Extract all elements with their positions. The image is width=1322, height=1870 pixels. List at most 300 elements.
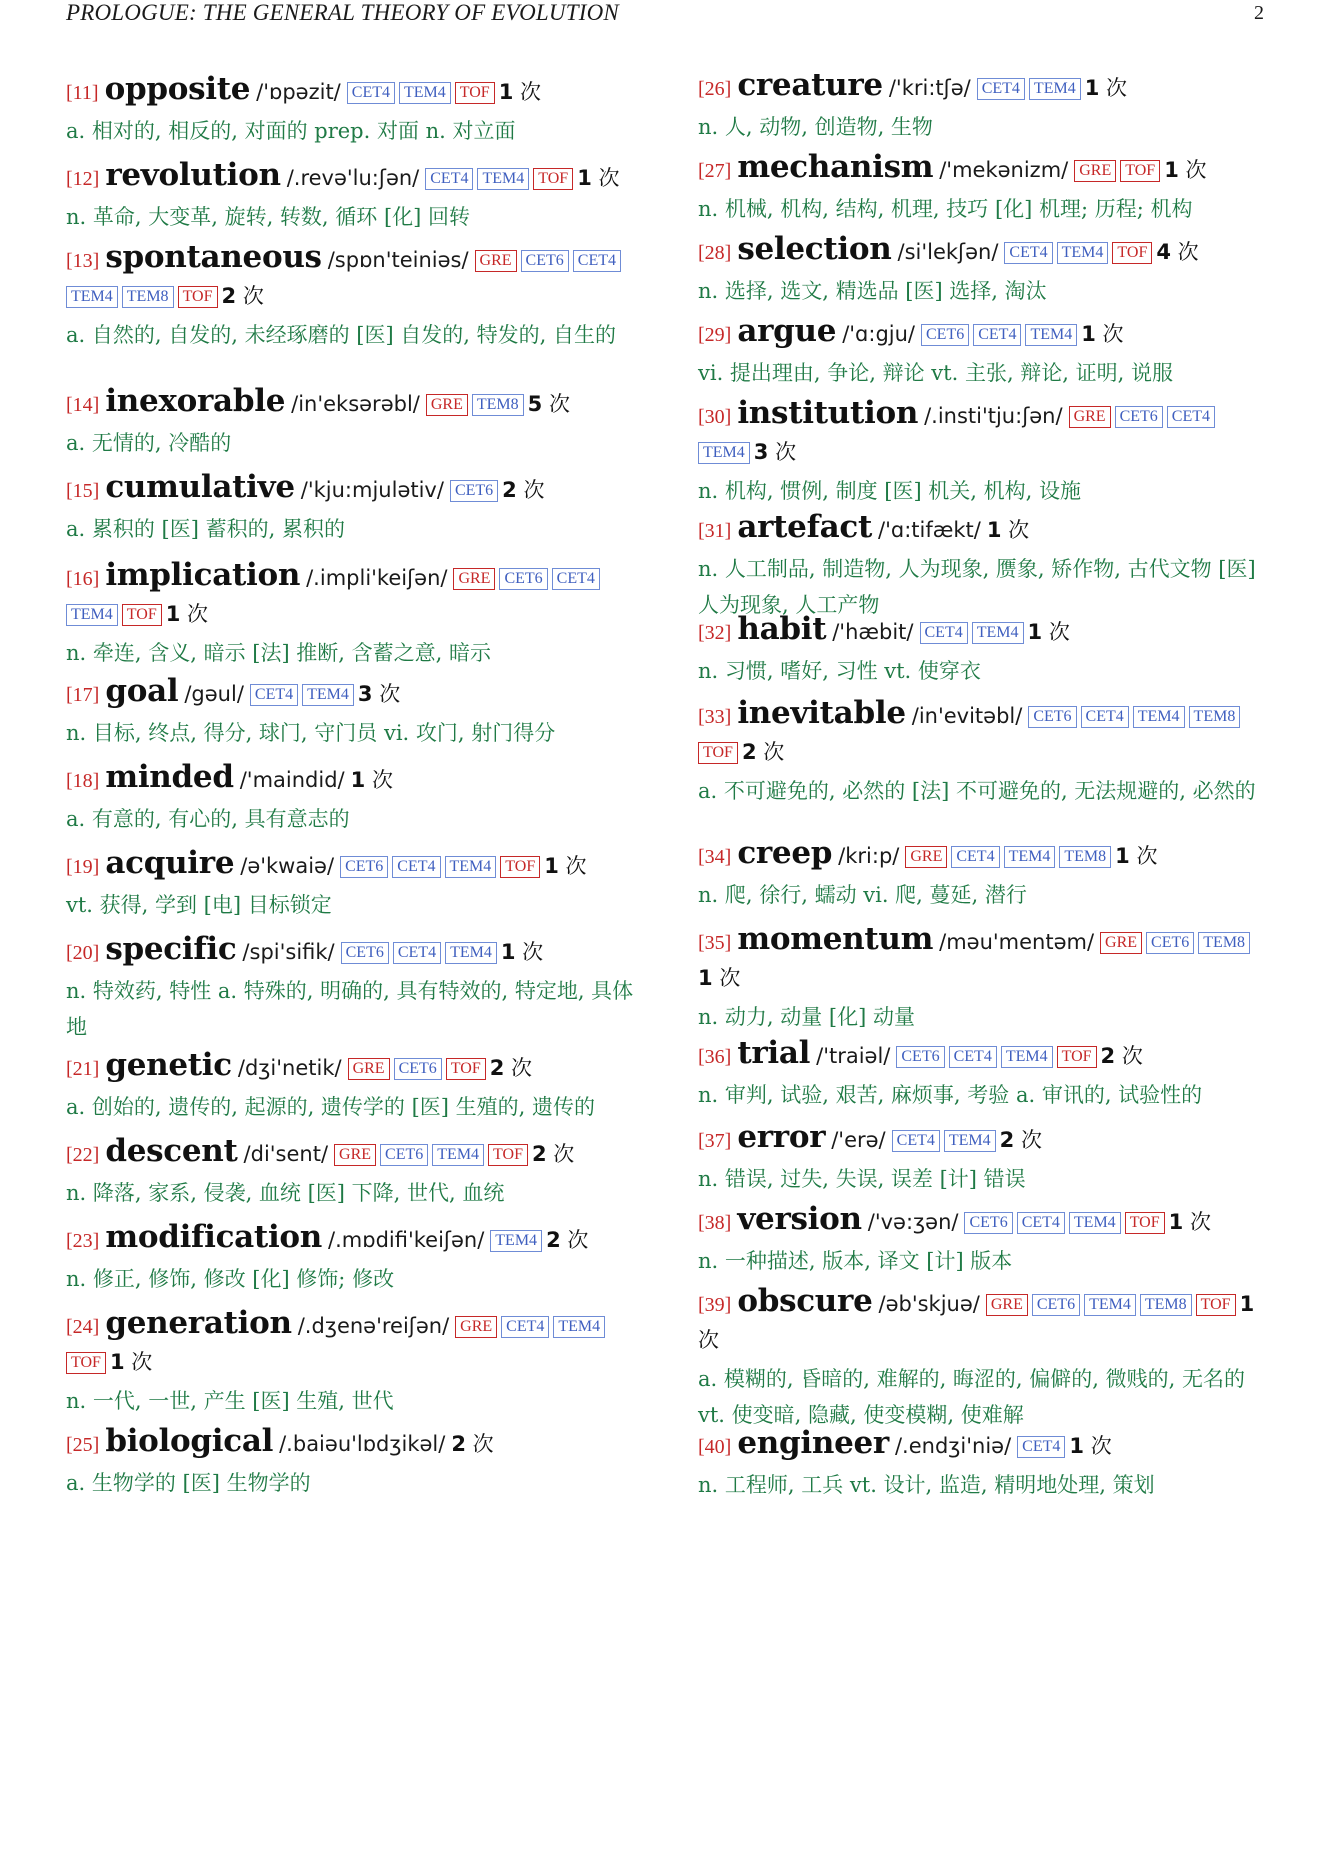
frequency-unit: 次 [763,740,785,764]
page-header [66,0,1264,30]
phonetic: /'traiəl/ [816,1044,891,1068]
exam-tag: GRE [1100,932,1142,954]
definition: a. 生物学的 [医] 生物学的 [66,1471,311,1495]
exam-tag: TEM4 [1001,1046,1053,1068]
definition: n. 选择, 选文, 精选品 [医] 选择, 淘汰 [698,279,1047,303]
headword: minded [105,759,234,795]
exam-tag: TEM4 [1133,706,1185,728]
frequency-unit: 次 [1090,1434,1112,1458]
exam-tag: TEM4 [66,604,118,626]
vocab-entry [698,1426,1268,1503]
exam-tag: TEM4 [66,286,118,308]
entry-number: [39] [698,1294,732,1316]
definition: a. 不可避免的, 必然的 [法] 不可避免的, 无法规避的, 必然的 [698,779,1256,803]
frequency-value: 1 [1084,76,1100,100]
headword: biological [105,1423,274,1459]
phonetic: /.revə'lu:ʃən/ [286,166,420,190]
headword: engineer [737,1425,889,1461]
frequency-count [501,940,543,964]
frequency-unit: 次 [1020,1128,1042,1152]
entry-headline [698,1120,1268,1159]
vocab-entry [698,612,1268,689]
definition: n. 修正, 修饰, 修改 [化] 修饰; 修改 [66,1267,395,1291]
phonetic: /'ɑ:gju/ [842,322,915,346]
entry-headline [66,72,638,111]
frequency-count [351,768,393,792]
definition: a. 自然的, 自发的, 未经琢磨的 [医] 自发的, 特发的, 自生的 [66,323,617,347]
frequency-unit: 次 [567,1228,589,1252]
exam-tag: CET6 [450,480,498,502]
headword: inexorable [105,383,286,419]
frequency-value: 2 [1100,1044,1116,1068]
vocab-entry [698,396,1268,509]
frequency-count [222,284,264,308]
frequency-unit: 次 [1136,844,1158,868]
headword: habit [737,611,827,647]
exam-tag: TOF [178,286,218,308]
exam-tag: CET6 [341,942,389,964]
frequency-count [1156,240,1198,264]
headword: creature [737,67,883,103]
exam-tag: TEM4 [477,168,529,190]
phonetic: /spi'sifik/ [242,940,335,964]
exam-tag: TOF [66,1352,106,1374]
frequency-value: 4 [1156,240,1171,264]
entry-headline [698,1284,1268,1359]
entry-headline [66,158,638,197]
exam-tag: CET4 [973,324,1021,346]
frequency-unit: 次 [523,478,545,502]
exam-tag: TEM4 [490,1230,542,1252]
frequency-count [1169,1210,1211,1234]
frequency-unit: 次 [371,768,393,792]
entry-number: [32] [698,622,732,644]
headword: spontaneous [105,239,322,275]
exam-tag: TOF [1120,160,1160,182]
exam-tag: TEM4 [1084,1294,1136,1316]
frequency-value: 1 [109,1350,125,1374]
exam-tag: CET6 [380,1144,428,1166]
frequency-value: 2 [502,478,517,502]
vocab-entry [698,232,1268,309]
frequency-unit: 次 [1185,158,1207,182]
exam-tag: GRE [453,568,495,590]
exam-tag: TEM8 [1198,932,1250,954]
exam-tag: TEM8 [1189,706,1241,728]
vocab-entry [66,1424,638,1501]
exam-tag: GRE [905,846,947,868]
exam-tag: CET6 [521,250,569,272]
entry-headline [698,836,1268,875]
vocab-entry [66,1220,638,1297]
frequency-unit: 次 [1106,76,1128,100]
entry-number: [12] [66,168,100,190]
exam-tag: GRE [986,1294,1028,1316]
frequency-value: 3 [357,682,373,706]
frequency-unit: 次 [598,166,620,190]
definition: vt. 获得, 学到 [电] 目标锁定 [66,893,332,917]
headword: acquire [105,845,235,881]
headword: genetic [105,1047,232,1083]
entry-headline [698,1036,1268,1075]
exam-tag: TEM8 [122,286,174,308]
entry-number: [28] [698,242,732,264]
vocab-entry [698,922,1268,1035]
frequency-unit: 次 [698,1328,719,1352]
definition: a. 创始的, 遗传的, 起源的, 遗传学的 [医] 生殖的, 遗传的 [66,1095,596,1119]
entry-headline [66,1306,638,1381]
entry-headline [698,1426,1268,1465]
exam-tag: TEM8 [1140,1294,1192,1316]
frequency-count [1164,158,1206,182]
vocab-entry [66,1048,638,1125]
frequency-unit: 次 [775,440,797,464]
frequency-unit: 次 [187,602,209,626]
entry-headline [66,470,638,509]
entry-number: [23] [66,1230,100,1252]
exam-tag: CET4 [425,168,473,190]
exam-tag: CET6 [1115,406,1163,428]
frequency-count [502,478,544,502]
exam-tag: CET6 [499,568,547,590]
phonetic: /ə'kwaiə/ [240,854,335,878]
headword: generation [105,1305,292,1341]
phonetic: /'ɑ:tifækt/ [878,518,981,542]
entry-number: [36] [698,1046,732,1068]
entry-headline [66,932,638,971]
frequency-unit: 次 [520,80,542,104]
definition: n. 机械, 机构, 结构, 机理, 技巧 [化] 机理; 历程; 机构 [698,197,1193,221]
phonetic: /'mekənizm/ [939,158,1069,182]
exam-tag: CET4 [1017,1212,1065,1234]
vocab-entry [698,696,1268,809]
frequency-unit: 次 [1189,1210,1211,1234]
exam-tag: CET4 [951,846,999,868]
frequency-value: 1 [577,166,592,190]
frequency-unit: 次 [242,284,264,308]
frequency-count [546,1228,588,1252]
entry-number: [22] [66,1144,100,1166]
exam-tag: TEM4 [1025,324,1077,346]
entry-number: [40] [698,1436,732,1458]
vocab-entry [66,558,638,671]
exam-tag: GRE [1074,160,1116,182]
frequency-value: 1 [1027,620,1043,644]
phonetic: /spɒn'teiniəs/ [327,248,469,272]
vocab-entry [698,1284,1268,1433]
frequency-unit: 次 [379,682,401,706]
headword: mechanism [737,149,934,185]
vocab-entry [698,314,1268,391]
headword: modification [105,1219,323,1255]
exam-tag: GRE [475,250,517,272]
exam-tag: CET4 [552,568,600,590]
definition: n. 一种描述, 版本, 译文 [计] 版本 [698,1249,1013,1273]
definition: a. 相对的, 相反的, 对面的 prep. 对面 n. 对立面 [66,119,516,143]
exam-tag: TEM8 [1059,846,1111,868]
frequency-value: 1 [986,518,1002,542]
frequency-value: 1 [1164,158,1179,182]
exam-tag: TEM4 [1069,1212,1121,1234]
headword: cumulative [105,469,295,505]
frequency-value: 1 [1168,1210,1184,1234]
frequency-count [532,1142,574,1166]
vocab-entry [66,932,638,1045]
exam-tag: TEM4 [302,684,354,706]
frequency-value: 1 [1081,322,1096,346]
vocab-entry [698,1202,1268,1279]
vocab-entry [66,384,638,461]
vocab-entry [66,470,638,547]
entry-number: [29] [698,324,732,346]
entry-headline [698,922,1268,997]
headword: artefact [737,509,873,545]
entry-headline [66,846,638,885]
exam-tag: TEM4 [432,1144,484,1166]
phonetic: /məu'mentəm/ [939,930,1095,954]
entry-number: [16] [66,568,100,590]
definition: n. 错误, 过失, 失误, 误差 [计] 错误 [698,1167,1026,1191]
entry-headline [698,510,1268,549]
headword: argue [737,313,837,349]
definition: n. 特效药, 特性 a. 特殊的, 明确的, 具有特效的, 特定地, 具体地 [66,979,634,1039]
headword: trial [737,1035,811,1071]
frequency-count [577,166,619,190]
headword: momentum [737,921,934,957]
frequency-count [499,80,541,104]
vocab-entry [698,836,1268,913]
frequency-value: 1 [165,602,181,626]
frequency-count [1101,1044,1143,1068]
entry-number: [20] [66,942,100,964]
exam-tag: CET4 [347,82,395,104]
entry-headline [66,1424,638,1463]
vocab-entry [66,674,638,751]
frequency-unit: 次 [1102,322,1124,346]
definition: n. 人, 动物, 创造物, 生物 [698,115,933,139]
phonetic: /kri:p/ [838,844,900,868]
frequency-count [451,1432,493,1456]
frequency-count [358,682,400,706]
entry-headline [698,612,1268,651]
exam-tag: CET6 [340,856,388,878]
frequency-value: 3 [753,440,769,464]
frequency-value: 2 [741,740,757,764]
entry-number: [27] [698,160,732,182]
definition: n. 审判, 试验, 艰苦, 麻烦事, 考验 a. 审讯的, 试验性的 [698,1083,1203,1107]
entry-number: [34] [698,846,732,868]
phonetic: /.endʒi'niə/ [894,1434,1012,1458]
frequency-value: 1 [350,768,366,792]
phonetic: /in'eksərəbl/ [291,392,420,416]
definition: n. 牵连, 含义, 暗示 [法] 推断, 含蓄之意, 暗示 [66,641,492,665]
exam-tag: CET4 [573,250,621,272]
exam-tag: TOF [455,82,495,104]
page-number: 2 [1254,2,1264,24]
vocab-entry [66,1134,638,1211]
definition: n. 目标, 终点, 得分, 球门, 守门员 vi. 攻门, 射门得分 [66,721,556,745]
exam-tag: CET6 [394,1058,442,1080]
frequency-count [987,518,1029,542]
exam-tag: TEM4 [1057,242,1109,264]
frequency-unit: 次 [511,1056,533,1080]
frequency-unit: 次 [131,1350,153,1374]
definition: n. 习惯, 嗜好, 习性 vt. 使穿衣 [698,659,981,683]
frequency-unit: 次 [548,392,570,416]
definition: n. 一代, 一世, 产生 [医] 生殖, 世代 [66,1389,394,1413]
entry-number: [37] [698,1130,732,1152]
vocab-entry [66,72,638,149]
frequency-value: 2 [489,1056,505,1080]
frequency-value: 2 [546,1228,561,1252]
exam-tag: TOF [446,1058,486,1080]
vocab-entry [698,1120,1268,1197]
exam-tag: TEM4 [972,622,1024,644]
exam-tag: TOF [1196,1294,1236,1316]
entry-headline [66,1220,638,1259]
vocab-entry [698,510,1268,623]
definition: a. 无情的, 冷酷的 [66,431,232,455]
entry-number: [30] [698,406,732,428]
entry-number: [35] [698,932,732,954]
headword: implication [105,557,301,593]
exam-tag: CET4 [392,856,440,878]
definition: a. 有意的, 有心的, 具有意志的 [66,807,350,831]
phonetic: /'kri:tʃə/ [888,76,971,100]
frequency-count [544,854,586,878]
exam-tag: CET4 [501,1316,549,1338]
headword: institution [737,395,919,431]
phonetic: /'kju:mjulətiv/ [300,478,444,502]
entry-number: [25] [66,1434,100,1456]
frequency-count [166,602,208,626]
entry-headline [66,384,638,423]
entry-headline [698,232,1268,271]
frequency-value: 2 [531,1142,547,1166]
frequency-value: 5 [527,392,543,416]
frequency-count [490,1056,532,1080]
phonetic: /gəul/ [184,682,244,706]
phonetic: /in'evitəbl/ [911,704,1023,728]
exam-tag: GRE [348,1058,390,1080]
frequency-unit: 次 [719,966,741,990]
exam-tag: CET6 [1032,1294,1080,1316]
definition: a. 累积的 [医] 蓄积的, 累积的 [66,517,345,541]
phonetic: /.insti'tju:ʃən/ [924,404,1063,428]
vocab-entry [698,1036,1268,1113]
entry-headline [66,760,638,799]
exam-tag: TEM4 [553,1316,605,1338]
exam-tag: TEM4 [445,856,497,878]
frequency-value: 2 [221,284,237,308]
frequency-count [742,740,784,764]
exam-tag: GRE [426,394,468,416]
headword: error [737,1119,826,1155]
entry-number: [15] [66,480,100,502]
exam-tag: GRE [334,1144,376,1166]
exam-tag: TOF [533,168,573,190]
entry-number: [17] [66,684,100,706]
phonetic: /dʒi'netik/ [237,1056,342,1080]
headword: specific [105,931,237,967]
vocab-entry [698,150,1268,227]
exam-tag: TOF [1125,1212,1165,1234]
frequency-unit: 次 [1008,518,1030,542]
phonetic: /si'lekʃən/ [897,240,999,264]
phonetic: /'erə/ [831,1128,886,1152]
entry-number: [14] [66,394,100,416]
entry-headline [66,674,638,713]
headword: creep [737,835,833,871]
frequency-count [1115,844,1157,868]
frequency-value: 1 [698,966,713,990]
exam-tag: GRE [455,1316,497,1338]
entry-number: [31] [698,520,732,542]
exam-tag: TEM4 [1029,78,1081,100]
entry-headline [66,558,638,633]
definition: n. 机构, 惯例, 制度 [医] 机关, 机构, 设施 [698,479,1082,503]
exam-tag: CET4 [1167,406,1215,428]
frequency-count [1069,1434,1111,1458]
vocab-entry [66,760,638,837]
frequency-count [1000,1128,1042,1152]
entry-number: [24] [66,1316,100,1338]
entry-number: [13] [66,250,100,272]
exam-tag: TEM8 [472,394,524,416]
frequency-unit: 次 [1121,1044,1143,1068]
exam-tag: CET4 [1004,242,1052,264]
exam-tag: CET4 [1081,706,1129,728]
exam-tag: TEM4 [698,442,750,464]
headword: descent [105,1133,238,1169]
exam-tag: CET4 [977,78,1025,100]
vocab-entry [698,68,1268,145]
exam-tag: TOF [698,742,738,764]
frequency-unit: 次 [1177,240,1199,264]
frequency-count [698,966,740,990]
headword: revolution [105,157,281,193]
chapter-title: PROLOGUE: THE GENERAL THEORY OF EVOLUTION [66,0,619,25]
entry-number: [19] [66,856,100,878]
frequency-value: 1 [500,940,516,964]
phonetic: /.baiəu'lɒdʒikəl/ [279,1432,446,1456]
definition: n. 革命, 大变革, 旋转, 转数, 循环 [化] 回转 [66,205,471,229]
frequency-unit: 次 [522,940,544,964]
entry-number: [33] [698,706,732,728]
exam-tag: CET6 [921,324,969,346]
definition: a. 模糊的, 昏暗的, 难解的, 晦涩的, 偏僻的, 微贱的, 无名的 vt. 使变暗, 隐藏, 使变模糊, 使难解 [698,1367,1245,1427]
headword: selection [737,231,892,267]
frequency-count [1028,620,1070,644]
entry-headline [66,1134,638,1173]
vocab-entry [66,1306,638,1419]
definition: vi. 提出理由, 争论, 辩论 vt. 主张, 辩论, 证明, 说服 [698,361,1174,385]
frequency-value: 1 [1115,844,1130,868]
exam-tag: TEM4 [445,942,497,964]
frequency-value: 1 [1069,1434,1084,1458]
exam-tag: CET6 [1146,932,1194,954]
definition: n. 爬, 徐行, 蠕动 vi. 爬, 蔓延, 潜行 [698,883,1027,907]
exam-tag: CET4 [892,1130,940,1152]
phonetic: /'maindid/ [239,768,345,792]
exam-tag: CET4 [250,684,298,706]
headword: opposite [104,71,251,107]
exam-tag: TOF [500,856,540,878]
frequency-count [528,392,570,416]
phonetic: /əb'skjuə/ [878,1292,980,1316]
frequency-value: 1 [1239,1292,1255,1316]
entry-headline [698,314,1268,353]
